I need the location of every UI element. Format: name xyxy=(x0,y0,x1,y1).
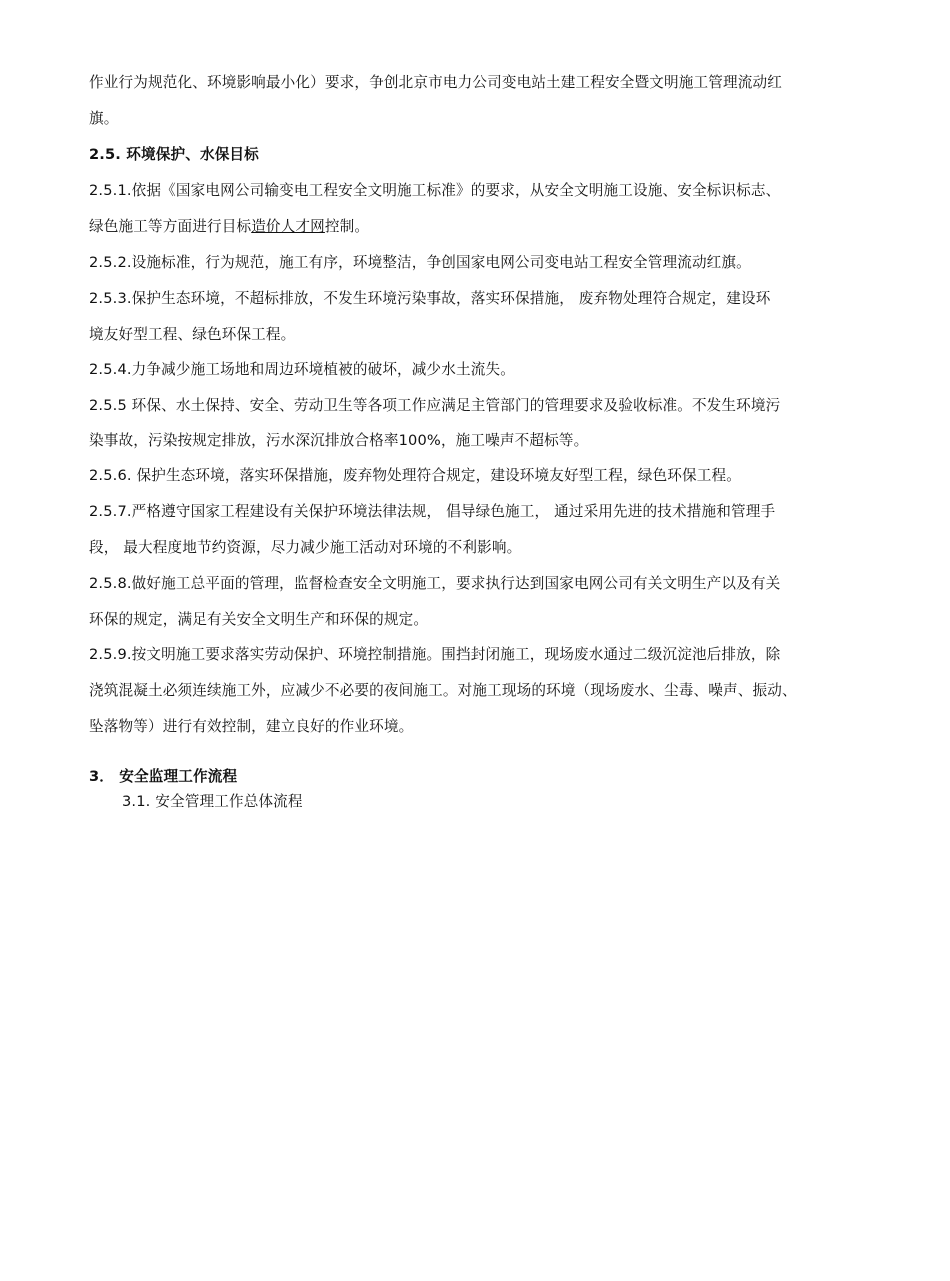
subsection-heading-3-1: 3.1. 安全管理工作总体流程 xyxy=(122,793,303,810)
item-2-5-7-line1: 2.5.7.严格遵守国家工程建设有关保护环境法律法规， 倡导绿色施工， 通过采用先进的技术措施和管理手 xyxy=(89,503,776,520)
item-2-5-3-line2: 境友好型工程、绿色环保工程。 xyxy=(89,326,296,343)
paragraph-line: 旗。 xyxy=(89,110,119,127)
item-2-5-7-line2: 段， 最大程度地节约资源，尽力减少施工活动对环境的不利影响。 xyxy=(89,539,522,556)
item-2-5-5-line1: 2.5.5 环保、水土保持、安全、劳动卫生等各项工作应满足主管部门的管理要求及验收标准。不发生环境污 xyxy=(89,397,781,414)
underlined-link-text[interactable]: 造价人才网 xyxy=(251,218,325,235)
item-2-5-9-line3: 坠落物等）进行有效控制，建立良好的作业环境。 xyxy=(89,718,414,735)
paragraph-line: 作业行为规范化、环境影响最小化）要求，争创北京市电力公司变电站土建工程安全暨文明施工管理流动红 xyxy=(89,74,782,91)
section-heading-2-5: 2.5. 环境保护、水保目标 xyxy=(89,146,259,163)
item-2-5-6: 2.5.6. 保护生态环境，落实环保措施，废弃物处理符合规定，建设环境友好型工程，绿色环保工程。 xyxy=(89,467,741,484)
item-2-5-5-line2: 染事故，污染按规定排放，污水深沉排放合格率100%，施工噪声不超标等。 xyxy=(89,432,589,449)
item-2-5-8-line2: 环保的规定，满足有关安全文明生产和环保的规定。 xyxy=(89,611,429,628)
item-2-5-8-line1: 2.5.8.做好施工总平面的管理，监督检查安全文明施工，要求执行达到国家电网公司有关文明生产以及有关 xyxy=(89,575,781,592)
item-2-5-9-line1: 2.5.9.按文明施工要求落实劳动保护、环境控制措施。围挡封闭施工，现场废水通过二级沉淀池后排放，除 xyxy=(89,646,781,663)
item-2-5-2: 2.5.2.设施标准，行为规范，施工有序，环境整洁，争创国家电网公司变电站工程安全管理流动红旗。 xyxy=(89,254,751,271)
item-2-5-1-text-after: 控制。 xyxy=(324,218,370,235)
item-2-5-4: 2.5.4.力争减少施工场地和周边环境植被的破坏，减少水土流失。 xyxy=(89,361,516,378)
item-2-5-3-line1: 2.5.3.保护生态环境，不超标排放，不发生环境污染事故，落实环保措施， 废弃物处理符合规定，建设环 xyxy=(89,290,771,307)
item-2-5-1-text-before: 绿色施工等方面进行目标 xyxy=(89,218,252,235)
item-2-5-1-line1: 2.5.1.依据《国家电网公司输变电工程安全文明施工标准》的要求，从安全文明施工设施、安全标识标志、 xyxy=(89,182,781,199)
item-2-5-9-line2: 浇筑混凝土必须连续施工外，应减少不必要的夜间施工。对施工现场的环境（现场废水、尘毒、噪声、振动、 xyxy=(89,682,797,699)
item-2-5-1-line2 xyxy=(89,217,879,237)
section-heading-3: 3． 安全监理工作流程 xyxy=(89,768,238,785)
